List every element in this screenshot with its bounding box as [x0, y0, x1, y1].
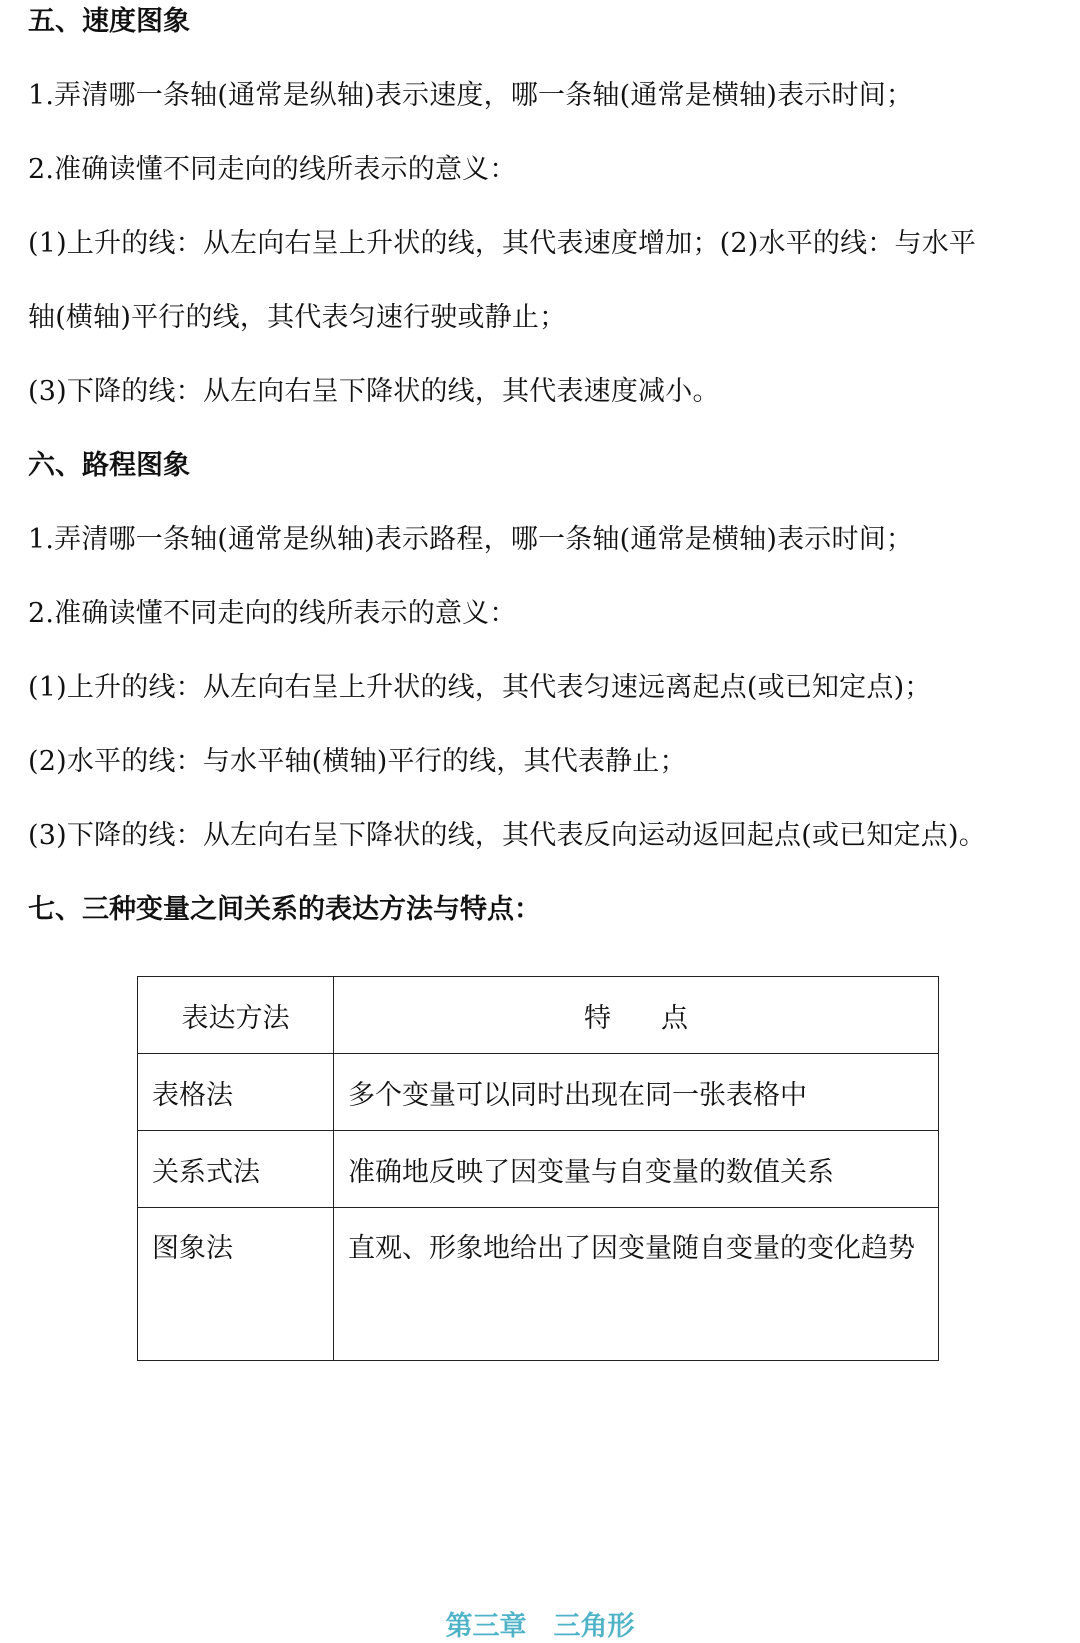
section5-line5: (3)下降的线：从左向右呈下降状的线，其代表速度减小。 — [28, 376, 720, 407]
table-cell-method-text: 图象法 — [152, 1233, 233, 1264]
section5-line1: 1.弄清哪一条轴(通常是纵轴)表示速度，哪一条轴(通常是横轴)表示时间； — [28, 80, 914, 111]
table-row — [138, 1208, 939, 1361]
table-row — [138, 1054, 939, 1131]
table-cell-feature: 多个变量可以同时出现在同一张表格中 — [334, 1054, 939, 1131]
table-cell-method: 表格法 — [138, 1054, 334, 1131]
table-header-row — [138, 977, 939, 1054]
section5-line3: (1)上升的线：从左向右呈上升状的线，其代表速度增加；(2)水平的线：与水平 — [28, 228, 977, 259]
table-cell-feature: 准确地反映了因变量与自变量的数值关系 — [334, 1131, 939, 1208]
table-cell-feature — [334, 1208, 939, 1361]
section6-line1: 1.弄清哪一条轴(通常是纵轴)表示路程，哪一条轴(通常是横轴)表示时间； — [28, 524, 914, 555]
table-cell-method — [138, 1208, 334, 1361]
section6-line2: 2.准确读懂不同走向的线所表示的意义： — [28, 598, 517, 629]
section7-heading: 七、三种变量之间关系的表达方法与特点： — [28, 894, 541, 925]
table-header-feature-label: 特点 — [584, 1002, 738, 1034]
table-cell-feature-text: 直观、形象地给出了因变量随自变量的变化趋势 — [348, 1233, 915, 1264]
table-cell-method: 关系式法 — [138, 1131, 334, 1208]
table-header-method: 表达方法 — [138, 977, 334, 1054]
section5-line4: 轴(横轴)平行的线，其代表匀速行驶或静止； — [28, 302, 567, 333]
section6-line4: (2)水平的线：与水平轴(横轴)平行的线，其代表静止； — [28, 746, 687, 777]
expression-methods-table — [137, 976, 939, 1361]
section6-line5: (3)下降的线：从左向右呈下降状的线，其代表反向运动返回起点(或已知定点)。 — [28, 820, 986, 851]
table-header-feature — [334, 977, 939, 1054]
section5-line2: 2.准确读懂不同走向的线所表示的意义： — [28, 154, 517, 185]
section6-line3: (1)上升的线：从左向右呈上升状的线，其代表匀速远离起点(或已知定点)； — [28, 672, 932, 703]
section5-heading: 五、速度图象 — [28, 6, 190, 37]
section6-heading: 六、路程图象 — [28, 450, 190, 481]
chapter-footer: 第三章 三角形 — [445, 1611, 635, 1642]
